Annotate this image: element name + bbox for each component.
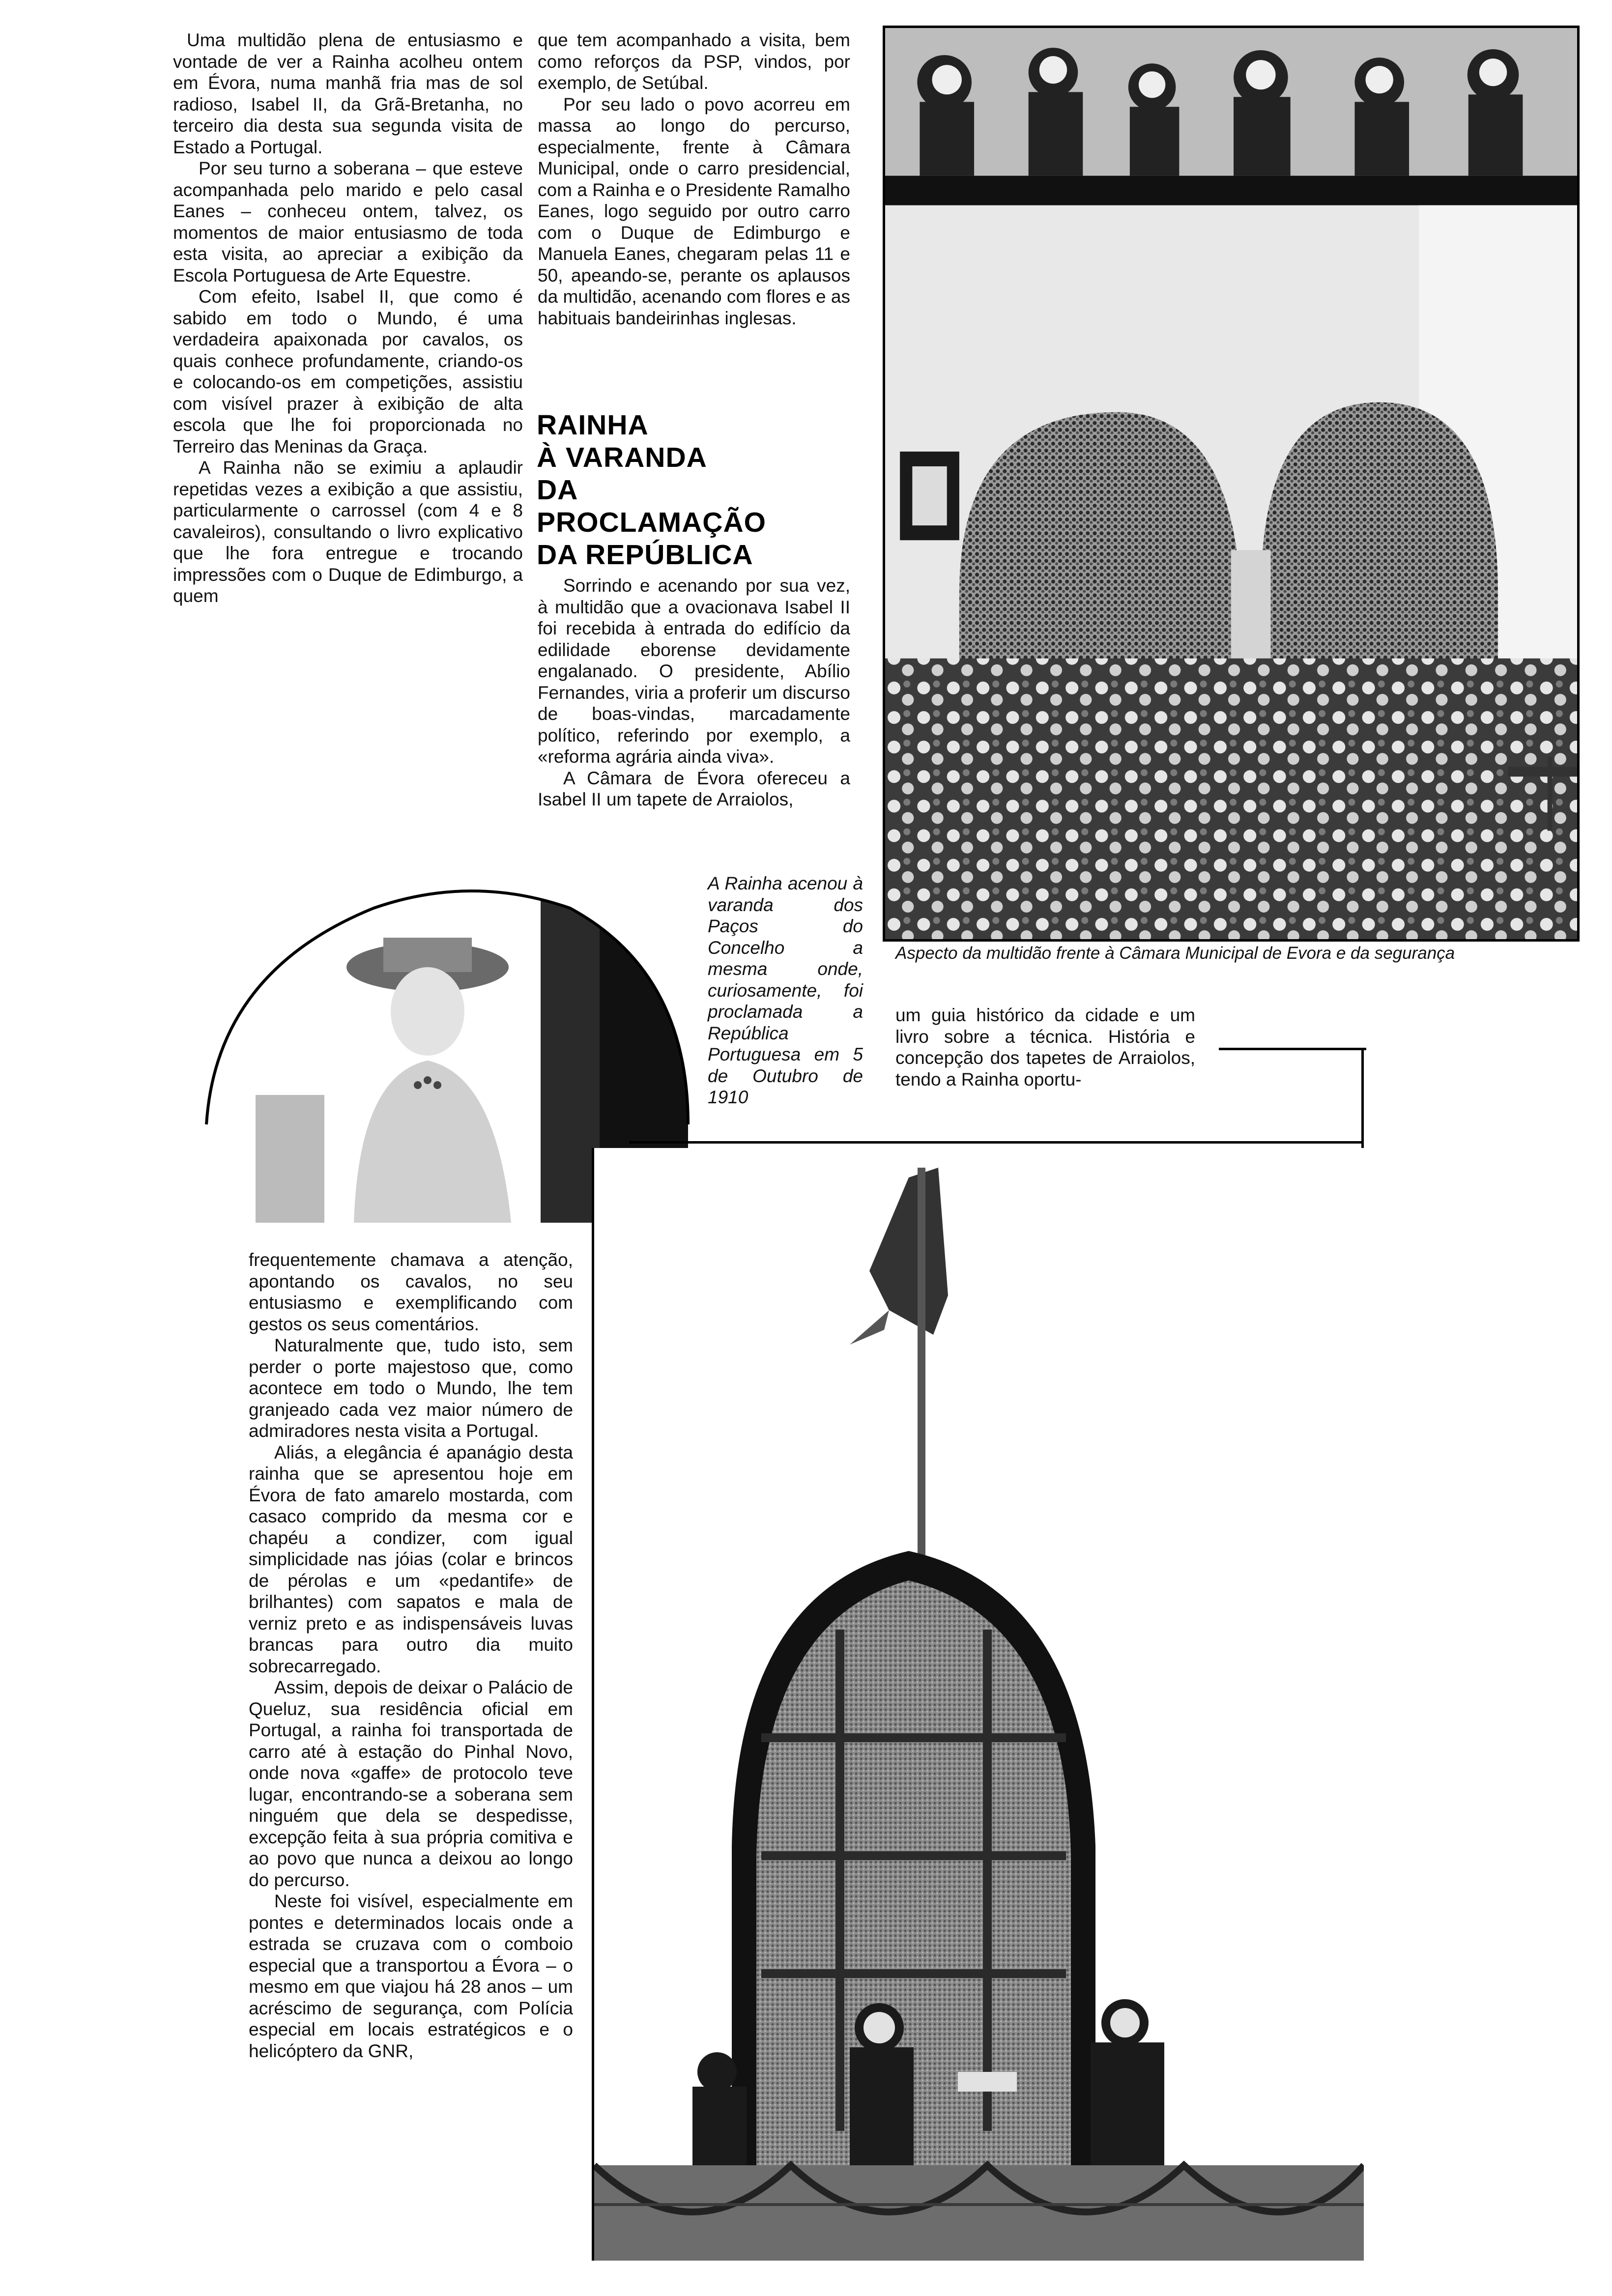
paragraph: Com efeito, Isabel II, que como é sabido em todo o Mundo, é uma verdadeira apaixonada por cavalos, os quais conhece profundamente, criando-os e colocando-os em competições, assistiu com visível prazer à exibição de alta escola que lhe foi proporcionada no Terreiro das Meninas da Graça. xyxy=(173,287,523,457)
paragraph: Por seu turno a soberana – que esteve acompanhada pelo marido e pelo casal Eanes – conheceu ontem, talvez, os momentos de maior entusiasmo de toda esta visita, ao apreciar a exibição da Escola Portuguesa de Arte Equestre. xyxy=(173,158,523,286)
balcony-photo xyxy=(592,1148,1364,2261)
article-column-lower xyxy=(249,1249,573,2062)
divider xyxy=(1219,1048,1366,1050)
paragraph: frequentemente chamava a atenção, apontando os cavalos, no seu entusiasmo e exemplificando com gestos os seus comentários. xyxy=(249,1250,573,1334)
paragraph: Uma multidão plena de entusiasmo e vontade de ver a Rainha acolheu ontem em Évora, numa manhã fria mas de sol radioso, Isabel II, da Grã-Bretanha, no terceiro dia desta sua segunda visita de Estado a Portugal. xyxy=(173,30,523,157)
article-column-2-continued xyxy=(538,575,850,810)
article-column-3 xyxy=(895,1004,1195,1090)
paragraph: que tem acompanhado a visita, bem como reforços da PSP, vindos, por exemplo, de Setúbal. xyxy=(538,30,850,93)
paragraph: um guia histórico da cidade e um livro sobre a técnica. História e concepção dos tapetes de Arraiolos, tendo a Rainha oportu- xyxy=(895,1005,1195,1090)
paragraph: A Rainha não se eximiu a aplaudir repetidas vezes a exibição a que assistiu, particularmente o carrossel (com 4 e 8 cavaleiros), consultando o livro explicativo que lhe fora entregue e trocando impressões com o Duque de Edimburgo, a quem xyxy=(173,458,523,606)
headline-line: RAINHA xyxy=(537,409,649,441)
headline-line: PROCLAMAÇÃO xyxy=(537,507,766,538)
article-column-2 xyxy=(538,29,850,329)
paragraph: Sorrindo e acenando por sua vez, à multidão que a ovacionava Isabel II foi recebida à entrada do edifício da edilidade eborense devidamente engalanado. O presidente, Abílio Fernandes, viria a proferir um discurso de boas-vindas, marcadamente político, referindo por exemplo, a «reforma agrária ainda viva». xyxy=(538,575,850,767)
paragraph: Naturalmente que, tudo isto, sem perder o porte majestoso que, como acontece em todo o Mundo, lhe tem granjeado cada vez maior número de admiradores nesta visita a Portugal. xyxy=(249,1335,573,1441)
headline-line: À VARANDA xyxy=(537,442,707,473)
paragraph: Assim, depois de deixar o Palácio de Queluz, sua residência oficial em Portugal, a rainha foi transportada de carro até à estação do Pinhal Novo, onde nova «gaffe» de protocolo teve lugar, encontrando-se a soberana sem ninguém que dela se despedisse, excepção feita à sua própria comitiva e ao povo que nunca a deixou ao longo do percurso. xyxy=(249,1677,573,1890)
paragraph: Aliás, a elegância é apanágio desta rainha que se apresentou hoje em Évora de fato amarelo mostarda, com casaco comprido da mesma cor e chapéu a condizer, com igual simplicidade nas jóias (colar e brincos de pérolas e um «pedantife» de brilhantes) com sapatos e mala de verniz preto e as indispensáveis luvas brancas para outro dia muito sobrecarregado. xyxy=(249,1442,573,1676)
balcony-photo-caption: A Rainha acenou à varanda dos Paços do Concelho a mesma onde, curiosamente, foi proclamada a República Portuguesa em 5 de Outubro de 1910 xyxy=(708,873,863,1107)
headline-line: DA REPÚBLICA xyxy=(537,539,753,571)
paragraph: Por seu lado o povo acorreu em massa ao longo do percurso, especialmente, frente à Câmara Municipal, onde o carro presidencial, com a Rainha e o Presidente Ramalho Eanes, logo seguido por outro carro com o Duque de Edimburgo e Manuela Eanes, chegaram pelas 11 e 50, apeando-se, perante os aplausos da multidão, acenando com flores e as habituais bandeirinhas inglesas. xyxy=(538,94,850,328)
divider xyxy=(629,1141,1361,1144)
paragraph: Neste foi visível, especialmente em pontes e determinados locais onde a estrada se cruzava com o comboio especial que a transportou a Évora – o mesmo em que viajou há 28 anos – um acréscimo de segurança, com Polícia especial em locais estratégicos e o helicóptero da GNR, xyxy=(249,1891,573,2061)
headline-line: DA xyxy=(537,474,578,506)
article-column-1 xyxy=(173,29,523,607)
crowd-photo xyxy=(883,26,1580,942)
crowd-photo-image xyxy=(885,28,1577,939)
crowd-photo-caption: Aspecto da multidão frente à Câmara Municipal de Evora e da segurança xyxy=(895,944,1455,963)
paragraph: A Câmara de Évora ofereceu a Isabel II um tapete de Arraiolos, xyxy=(538,768,850,809)
article-headline xyxy=(537,409,861,571)
balcony-photo-image xyxy=(594,1148,1364,2261)
